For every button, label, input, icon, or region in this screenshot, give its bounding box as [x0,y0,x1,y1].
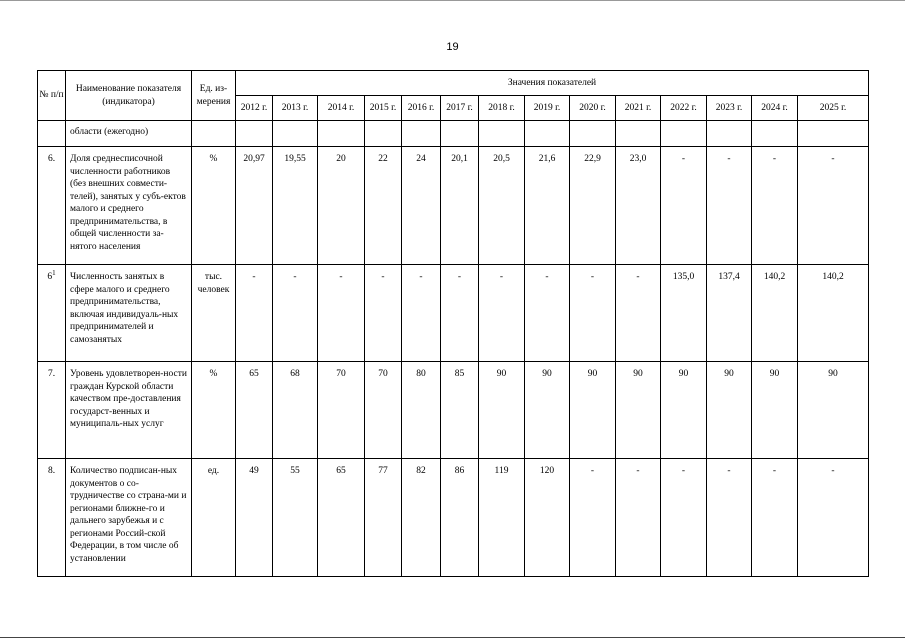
header-year-14: 2025 г. [798,96,869,121]
value-cell: - [525,265,570,362]
continuation-value-cell [236,121,273,147]
row-number [38,265,66,362]
continuation-value-cell [479,121,525,147]
value-cell: 90 [798,362,869,459]
table-body [38,121,869,577]
value-cell: - [752,459,798,577]
value-cell: - [570,459,616,577]
value-cell: 90 [707,362,752,459]
value-cell: - [402,265,441,362]
header-year-2: 2013 г. [273,96,318,121]
value-cell: 137,4 [707,265,752,362]
header-year-10: 2021 г. [616,96,661,121]
value-cell: 20,1 [441,147,479,265]
value-cell: 90 [661,362,707,459]
top-border-line [0,0,905,1]
header-values-group: Значения показателей [236,71,869,96]
value-cell: 90 [616,362,661,459]
value-cell: 23,0 [616,147,661,265]
value-cell: - [365,265,402,362]
row-number-text: 7. [47,369,56,379]
table-row [38,265,869,362]
value-cell: 140,2 [798,265,869,362]
page-number: 19 [446,41,459,53]
header-num: № п/п [38,71,66,121]
header-name: Наименование показателя (индикатора) [66,71,192,121]
indicator-name: Уровень удовлетворен-ности граждан Курской области качеством пре-доставления государст-венных и муниципаль-ных услуг [66,362,192,459]
value-cell: - [236,265,273,362]
indicator-name: Доля среднесписочной численности работников (без внешних совмести-телей), занятых у субъ-ектов малого и среднего предпринимательства, в общей численности за-нятого населения [66,147,192,265]
value-cell: - [798,459,869,577]
value-cell: 90 [752,362,798,459]
continuation-value-cell [570,121,616,147]
header-year-3: 2014 г. [318,96,365,121]
row-number-superscript: 1 [52,268,56,277]
header-year-1: 2012 г. [236,96,273,121]
value-cell: 85 [441,362,479,459]
value-cell: - [798,147,869,265]
unit-of-measure: тыс. человек [192,265,236,362]
header-year-7: 2018 г. [479,96,525,121]
indicator-name: Количество подписан-ных документов о со-трудничестве со страна-ми и регионами ближне-го и дальнего зарубежья и с регионами Россий-ской Федерации, в том числе об установлении [66,459,192,577]
header-year-4: 2015 г. [365,96,402,121]
header-year-13: 2024 г. [752,96,798,121]
continuation-value-cell [273,121,318,147]
value-cell: - [752,147,798,265]
header-year-11: 2022 г. [661,96,707,121]
value-cell: 120 [525,459,570,577]
value-cell: 19,55 [273,147,318,265]
continuation-value-cell [661,121,707,147]
table-row [38,147,869,265]
unit-of-measure: % [192,147,236,265]
row-number [38,459,66,577]
continuation-value-cell [402,121,441,147]
value-cell: - [661,459,707,577]
value-cell: 140,2 [752,265,798,362]
value-cell: - [318,265,365,362]
value-cell: 24 [402,147,441,265]
row-number-text: 6. [47,154,56,164]
value-cell: - [707,147,752,265]
value-cell: - [707,459,752,577]
continuation-value-cell [525,121,570,147]
header-year-5: 2016 г. [402,96,441,121]
value-cell: - [479,265,525,362]
value-cell: 20,97 [236,147,273,265]
row-number [38,362,66,459]
continuation-unit-cell [192,121,236,147]
value-cell: 55 [273,459,318,577]
continuation-value-cell [365,121,402,147]
continuation-value-cell [707,121,752,147]
value-cell: - [616,459,661,577]
continuation-text: области (ежегодно) [66,121,192,147]
value-cell: 90 [570,362,616,459]
value-cell: - [273,265,318,362]
value-cell: 65 [318,459,365,577]
table-row [38,362,869,459]
header-year-12: 2023 г. [707,96,752,121]
continuation-value-cell [318,121,365,147]
table-row [38,459,869,577]
value-cell: 77 [365,459,402,577]
indicator-name: Численность занятых в сфере малого и среднего предпринимательства, включая индивидуаль-ных предпринимателей и самозанятых [66,265,192,362]
header-year-8: 2019 г. [525,96,570,121]
value-cell: 70 [318,362,365,459]
row-number [38,147,66,265]
value-cell: 86 [441,459,479,577]
header-year-9: 2020 г. [570,96,616,121]
value-cell: 22,9 [570,147,616,265]
value-cell: - [441,265,479,362]
continuation-value-cell [616,121,661,147]
value-cell: - [616,265,661,362]
continuation-value-cell [798,121,869,147]
header-year-6: 2017 г. [441,96,479,121]
unit-of-measure: % [192,362,236,459]
value-cell: 80 [402,362,441,459]
value-cell: 20,5 [479,147,525,265]
value-cell: 65 [236,362,273,459]
unit-of-measure: ед. [192,459,236,577]
indicators-table [37,70,869,577]
header-unit: Ед. из-мерения [192,71,236,121]
value-cell: 90 [525,362,570,459]
value-cell: - [570,265,616,362]
value-cell: 90 [479,362,525,459]
value-cell: 119 [479,459,525,577]
value-cell: 21,6 [525,147,570,265]
value-cell: 20 [318,147,365,265]
value-cell: - [661,147,707,265]
value-cell: 82 [402,459,441,577]
row-number-text: 8. [47,466,56,476]
continuation-value-cell [752,121,798,147]
row-number-text: 6 [47,272,53,282]
continuation-value-cell [441,121,479,147]
value-cell: 49 [236,459,273,577]
value-cell: 22 [365,147,402,265]
continuation-num-cell [38,121,66,147]
continuation-row [38,121,869,147]
value-cell: 68 [273,362,318,459]
value-cell: 70 [365,362,402,459]
value-cell: 135,0 [661,265,707,362]
bottom-border-line [0,637,905,638]
